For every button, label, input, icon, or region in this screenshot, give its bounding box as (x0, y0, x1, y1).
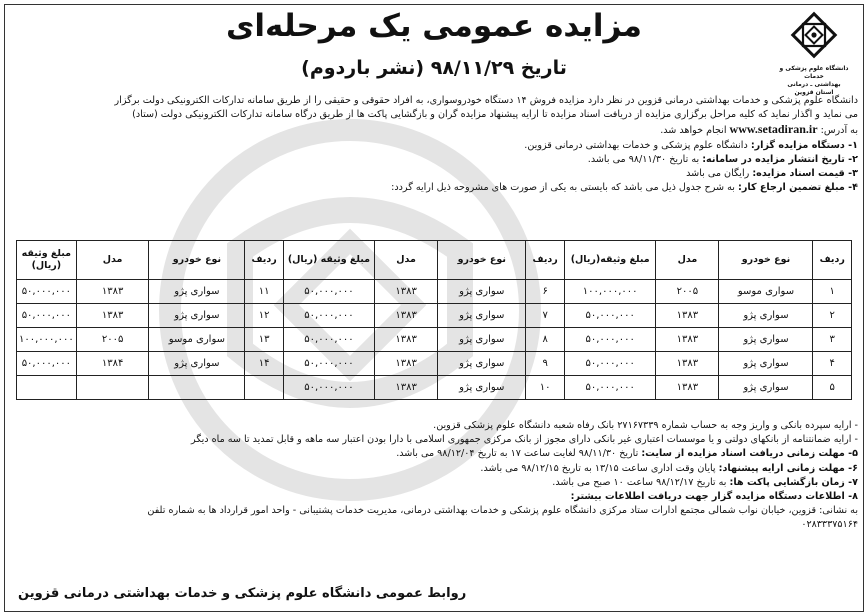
footer-public-relations: روابط عمومی دانشگاه علوم پزشکی و خدمات بهداشتی درمانی قزوین (18, 586, 467, 601)
table-cell: سواری پژو (438, 352, 526, 376)
table-cell: سواری پژو (719, 304, 813, 328)
setad-link[interactable]: www.setadiran.ir (729, 122, 818, 137)
table-cell: سواری موسو (719, 280, 813, 304)
table-cell: سواری پژو (719, 376, 813, 400)
table-cell (149, 376, 245, 400)
table-cell: ۱۰ (526, 376, 565, 400)
item-label: ۵- مهلت زمانی دریافت اسناد مزایده از سایت: (641, 448, 858, 460)
table-cell: ۸ (526, 328, 565, 352)
table-row (17, 280, 852, 304)
list-item (10, 153, 858, 167)
table-cell: ۱۳۸۳ (76, 280, 149, 304)
table-row (17, 352, 852, 376)
intro-line: دانشگاه علوم پزشکی و خدمات بهداشتی درمانی قزوین در نظر دارد مزایده فروش ۱۴ دستگاه خودروسواری، به افراد حقوقی و حقیقی را از طریق سامانه تدارکات الکترونیکی دولت برگزار (114, 95, 858, 106)
table-cell: ۱۴ (245, 352, 284, 376)
note-line: - ارایه سپرده بانکی و واریز وجه به حساب شماره ۲۷۱۶۷۳۳۹ بانک رفاه شعبه دانشگاه علوم پزشکی قزوین. (433, 420, 858, 431)
table-cell: ۱۱ (245, 280, 284, 304)
table-cell: سواری پژو (149, 280, 245, 304)
table-cell: ۵۰,۰۰۰,۰۰۰ (17, 304, 77, 328)
table-cell: ۴ (813, 352, 852, 376)
table-cell: سواری پژو (149, 304, 245, 328)
item-text: تاریخ ۹۸/۱۱/۳۰ لغایت ساعت ۱۷ به تاریخ ۹۸/۱۲/۰۴ می باشد. (396, 448, 639, 460)
table-cell: ۵۰,۰۰۰,۰۰۰ (17, 280, 77, 304)
table-row (17, 376, 852, 400)
table-cell: ۲ (813, 304, 852, 328)
table-cell: سواری پژو (149, 352, 245, 376)
table-cell: ۵ (813, 376, 852, 400)
col-header: ردیف (813, 241, 852, 280)
phone-number: ۰۲۸۳۳۳۷۵۱۶۴ (801, 519, 858, 531)
col-header: مدل (656, 241, 719, 280)
item-text: رایگان می باشد (686, 168, 750, 180)
table-cell: ۱۰۰,۰۰۰,۰۰۰ (17, 328, 77, 352)
table-cell: ۷ (526, 304, 565, 328)
table-cell: ۵۰,۰۰۰,۰۰۰ (283, 352, 374, 376)
col-header: مبلغ وثیقه(ریال) (564, 241, 655, 280)
table-cell: سواری پژو (438, 280, 526, 304)
table-header-row (17, 241, 852, 280)
table-cell: ۱ (813, 280, 852, 304)
conditions-section (10, 419, 858, 533)
table-cell: ۱۳۸۳ (375, 280, 438, 304)
list-item (10, 447, 858, 461)
note-line: - ارایه ضمانتنامه از بانکهای دولتی و یا موسسات اعتباری غیر بانکی دارای مجوز از بانک مرکزی جمهوری اسلامی با دارا بودن اعتبار سه ماهه و قابل تمدید تا سه ماه دیگر (191, 434, 858, 446)
table-cell: ۶ (526, 280, 565, 304)
table-cell: ۱۳۸۳ (375, 376, 438, 400)
table-cell: ۱۳۸۳ (656, 376, 719, 400)
col-header: مبلغ وثیقه (ریال) (283, 241, 374, 280)
list-item (10, 476, 858, 490)
intro-line (10, 122, 858, 138)
logo-caption-line: استان قزوین (794, 89, 834, 96)
item-text: به تاریخ ۹۸/۱۲/۱۷ ساعت ۱۰ صبح می باشد. (552, 476, 727, 488)
list-item (10, 139, 858, 153)
item-label: ۲- تاریخ انتشار مزایده در سامانه: (702, 153, 858, 165)
item-label: ۷- زمان بازگشایی پاکت ها: (729, 476, 858, 488)
table-cell: سواری پژو (719, 328, 813, 352)
table-cell: ۵۰,۰۰۰,۰۰۰ (283, 376, 374, 400)
table-cell: ۱۳۸۳ (375, 352, 438, 376)
list-item (10, 462, 858, 476)
table-row (17, 328, 852, 352)
col-header: نوع خودرو (438, 241, 526, 280)
university-logo (774, 10, 854, 97)
page-subtitle: تاریخ ۹۸/۱۱/۲۹ (نشر باردوم) (301, 57, 567, 79)
table-cell: ۲۰۰۵ (656, 280, 719, 304)
table-cell: ۱۳ (245, 328, 284, 352)
table-cell: ۵۰,۰۰۰,۰۰۰ (283, 328, 374, 352)
table-cell: ۱۳۸۳ (656, 352, 719, 376)
intro-end: انجام خواهد شد. (660, 125, 727, 137)
table-cell (17, 376, 77, 400)
table-cell: ۱۰۰,۰۰۰,۰۰۰ (564, 280, 655, 304)
address-line: به نشانی: قزوین، خیابان نواب شمالی مجتمع ادارات ستاد مرکزی دانشگاه علوم پزشکی و خدمات بهداشتی درمانی، مدیریت خدمات پشتیبانی - واحد امور قرارداد ها به شماره تلفن (147, 505, 858, 517)
table-cell: ۵۰,۰۰۰,۰۰۰ (564, 328, 655, 352)
table-cell: ۵۰,۰۰۰,۰۰۰ (564, 352, 655, 376)
table-cell: ۹ (526, 352, 565, 376)
list-item (10, 181, 858, 195)
table-cell: ۱۳۸۳ (375, 304, 438, 328)
vehicles-table (16, 240, 852, 400)
col-header: نوع خودرو (719, 241, 813, 280)
intro-line: می نماید و اگذار نماید که کلیه مراحل برگزاری مزایده از دریافت اسناد مزایده تا ارایه پیشنهاد مزایده گران و بازگشایی پاکت ها از طریق درگاه سامانه تدارکات الکترونیکی دولت (ستاد) (132, 109, 858, 121)
table-cell: ۱۳۸۳ (656, 328, 719, 352)
col-header: ردیف (245, 241, 284, 280)
item-label: ۶- مهلت زمانی ارایه پیشنهاد: (718, 462, 858, 474)
item-label: ۸- اطلاعات دستگاه مزایده گزار جهت دریافت اطلاعات بیشتر: (570, 491, 858, 503)
list-item (10, 490, 858, 504)
university-emblem-icon (789, 10, 839, 60)
address-label: به آدرس: (820, 125, 858, 137)
col-header: مبلغ وثیقه (ریال) (17, 241, 77, 280)
col-header: مدل (375, 241, 438, 280)
table-cell (245, 376, 284, 400)
table-cell: ۵۰,۰۰۰,۰۰۰ (283, 304, 374, 328)
table-cell: ۵۰,۰۰۰,۰۰۰ (17, 352, 77, 376)
table-cell: سواری پژو (438, 376, 526, 400)
item-text: به شرح جدول ذیل می باشد که بایستی به یکی از صورت های مشروحه ذیل ارایه گردد: (391, 182, 735, 194)
table-cell: ۱۳۸۳ (656, 304, 719, 328)
col-header: نوع خودرو (149, 241, 245, 280)
col-header: ردیف (526, 241, 565, 280)
table-cell: ۳ (813, 328, 852, 352)
table-cell: ۵۰,۰۰۰,۰۰۰ (283, 280, 374, 304)
table-cell: ۵۰,۰۰۰,۰۰۰ (564, 304, 655, 328)
table-cell: ۱۳۸۳ (375, 328, 438, 352)
item-text: دانشگاه علوم پزشکی و خدمات بهداشتی درمانی قزوین. (524, 139, 748, 151)
item-label: ۱- دستگاه مزایده گزار: (750, 139, 858, 151)
table-cell: ۱۲ (245, 304, 284, 328)
table-row (17, 304, 852, 328)
table-cell: سواری پژو (438, 328, 526, 352)
table-cell (76, 376, 149, 400)
logo-caption-line: بهداشتی ـ درمانی (787, 81, 841, 88)
table-cell: سواری موسو (149, 328, 245, 352)
logo-caption-line: دانشگاه علوم پزشکی و خدمات (779, 65, 849, 80)
list-item (10, 167, 858, 181)
item-label: ۳- قیمت اسناد مزایده: (752, 168, 858, 180)
table-cell: ۵۰,۰۰۰,۰۰۰ (564, 376, 655, 400)
col-header: مدل (76, 241, 149, 280)
table-cell: سواری پژو (438, 304, 526, 328)
item-text: پایان وقت اداری ساعت ۱۳/۱۵ به تاریخ ۹۸/۱۲/۱۵ می باشد. (480, 462, 716, 474)
table-cell: سواری پژو (719, 352, 813, 376)
page-title: مزایده عمومی یک مرحله‌ای (226, 8, 642, 44)
table-cell: ۲۰۰۵ (76, 328, 149, 352)
table-cell: ۱۳۸۳ (76, 304, 149, 328)
table-cell: ۱۳۸۴ (76, 352, 149, 376)
item-text: به تاریخ ۹۸/۱۱/۳۰ می باشد. (587, 153, 700, 165)
intro-section (10, 94, 858, 195)
item-label: ۴- مبلغ تضمین ارجاع کار: (738, 182, 858, 194)
logo-caption (774, 65, 854, 97)
